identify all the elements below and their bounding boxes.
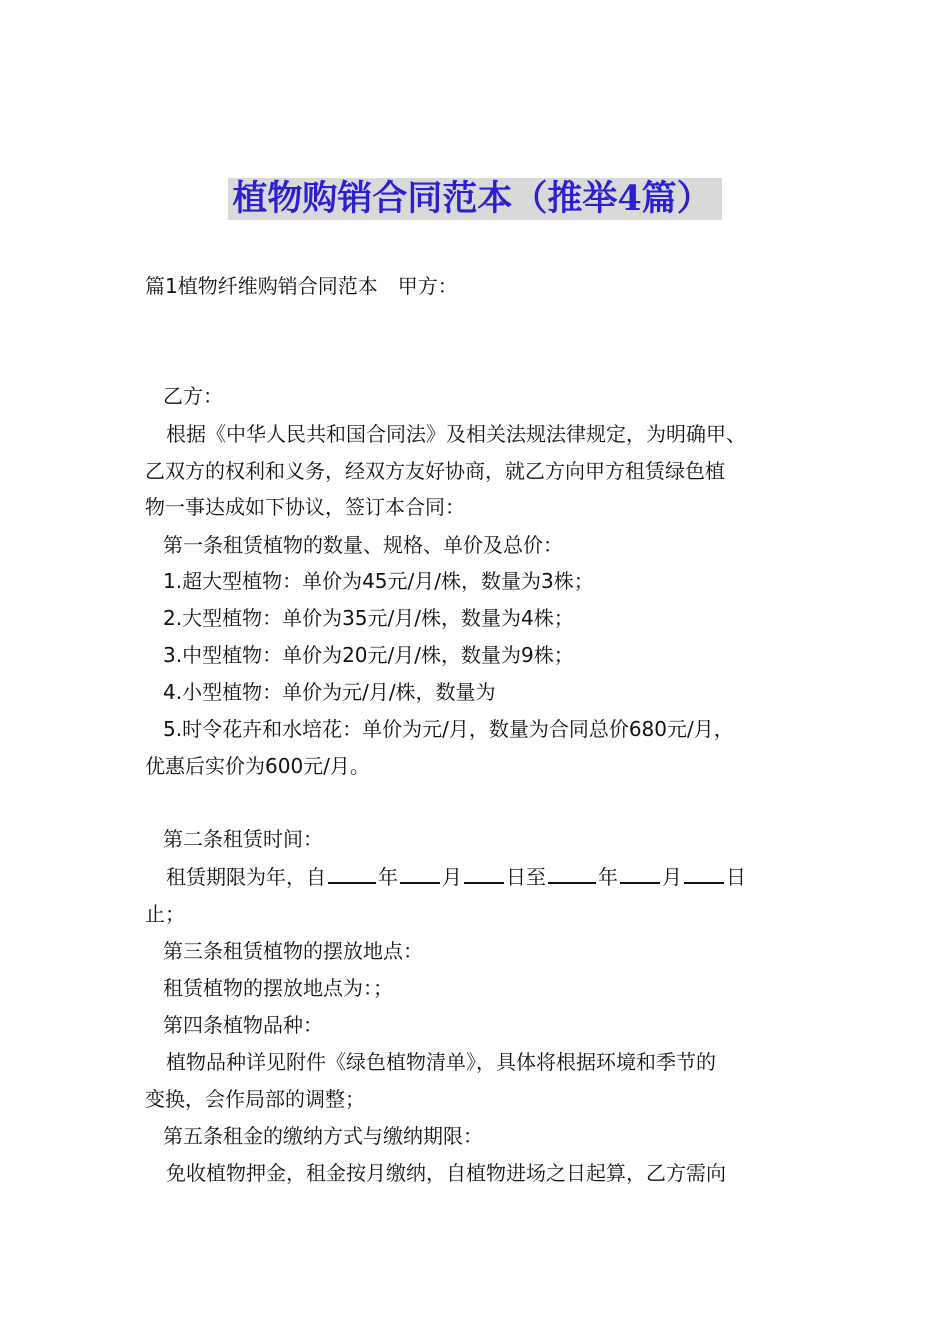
label-year: 年 xyxy=(598,865,618,889)
party-b-label: 乙方： xyxy=(163,384,223,408)
paragraph-line: 止； xyxy=(145,902,185,926)
paragraph-line: 物一事达成如下协议，签订本合同： xyxy=(145,495,465,519)
paragraph-line: 免收植物押金，租金按月缴纳，自植物进场之日起算，乙方需向 xyxy=(166,1161,726,1185)
article-heading: 第三条租赁植物的摆放地点： xyxy=(163,939,423,963)
rental-period-text: 租赁期限为年，自 xyxy=(166,865,326,889)
blank-month-start xyxy=(400,864,440,884)
list-item: 4.小型植物：单价为元/月/株，数量为 xyxy=(163,680,496,704)
article-heading: 第一条租赁植物的数量、规格、单价及总价： xyxy=(163,533,563,557)
paragraph-line: 根据《中华人民共和国合同法》及相关法规法律规定，为明确甲、 xyxy=(166,422,746,446)
blank-day-start xyxy=(464,864,504,884)
label-day: 日 xyxy=(726,865,746,889)
blank-year-start xyxy=(328,864,376,884)
blank-month-end xyxy=(620,864,660,884)
list-item: 3.中型植物：单价为20元/月/株，数量为9株； xyxy=(163,643,574,667)
list-item: 2.大型植物：单价为35元/月/株，数量为4株； xyxy=(163,606,574,630)
paragraph-line: 变换，会作局部的调整； xyxy=(145,1087,365,1111)
section-heading: 篇1植物纤维购销合同范本 甲方： xyxy=(145,274,458,298)
paragraph-line: 乙双方的权利和义务，经双方友好协商，就乙方向甲方租赁绿色植 xyxy=(145,459,725,483)
rental-period-line xyxy=(166,864,846,890)
document-title: 植物购销合同范本（推举4篇） xyxy=(228,178,721,220)
paragraph-line: 租赁植物的摆放地点为：； xyxy=(163,976,393,1000)
list-item: 1.超大型植物：单价为45元/月/株，数量为3株； xyxy=(163,569,594,593)
label-day-to: 日至 xyxy=(506,865,546,889)
title-container xyxy=(0,178,950,220)
label-month: 月 xyxy=(662,865,682,889)
paragraph-line: 优惠后实价为600元/月。 xyxy=(145,754,370,778)
blank-day-end xyxy=(684,864,724,884)
label-year: 年 xyxy=(378,865,398,889)
list-item: 5.时令花卉和水培花：单价为元/月，数量为合同总价680元/月， xyxy=(163,717,734,741)
blank-year-end xyxy=(548,864,596,884)
article-heading: 第四条植物品种： xyxy=(163,1013,323,1037)
label-month: 月 xyxy=(442,865,462,889)
article-heading: 第五条租金的缴纳方式与缴纳期限： xyxy=(163,1124,483,1148)
paragraph-line: 植物品种详见附件《绿色植物清单》，具体将根据环境和季节的 xyxy=(166,1050,716,1074)
article-heading: 第二条租赁时间： xyxy=(163,827,323,851)
